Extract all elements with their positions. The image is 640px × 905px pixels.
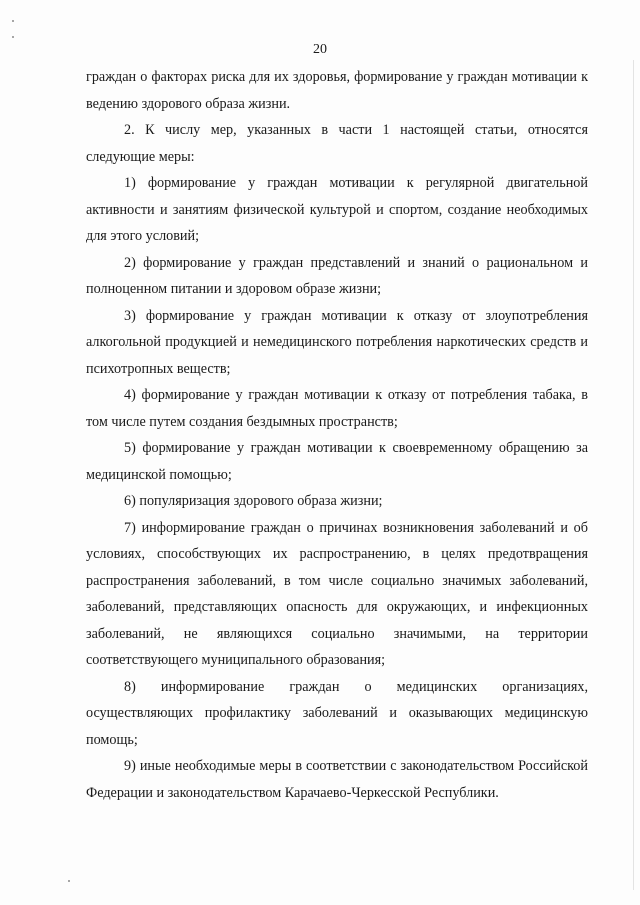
list-item-6: 6) популяризация здорового образа жизни; <box>124 493 383 509</box>
page-edge-shadow <box>633 60 634 890</box>
scan-speck <box>68 880 70 882</box>
list-item-9: 9) иные необходимые меры в соответствии с законодательством Российской Федерации и законодательством Карачаево-Черкесской Республики. <box>86 758 588 801</box>
list-item-8: 8) информирование граждан о медицинских организациях, осуществляющих профилактику заболеваний и оказывающих медицинскую помощь; <box>86 678 588 748</box>
list-item-4: 4) формирование у граждан мотивации к отказу от потребления табака, в том числе путем создания бездымных пространств; <box>86 387 588 430</box>
scan-speck <box>12 36 14 38</box>
paragraph-continuation: граждан о факторах риска для их здоровья, формирование у граждан мотивации к ведению здорового образа жизни. <box>86 69 588 112</box>
list-item-1: 1) формирование у граждан мотивации к регулярной двигательной активности и занятиям физической культурой и спортом, создание необходимых для этого условий; <box>86 175 588 244</box>
list-item-5: 5) формирование у граждан мотивации к своевременному обращению за медицинской помощью; <box>86 440 588 483</box>
scan-speck <box>12 20 14 22</box>
list-item-2: 2) формирование у граждан представлений и знаний о рациональном и полноценном питании и здоровом образе жизни; <box>86 254 588 297</box>
paragraph-clause-2: 2. К числу мер, указанных в части 1 настоящей статьи, относятся следующие меры: <box>86 122 588 165</box>
page-number: 20 <box>313 42 327 57</box>
document-body <box>86 64 588 806</box>
list-item-7: 7) информирование граждан о причинах возникновения заболеваний и об условиях, способствующих их распространению, в целях предотвращения распространения заболеваний, в том числе социально значимых заболеваний, заболеваний, представляющих опасность для окружающих, и инфекционных заболеваний, не являющихся социально значимыми, на территории соответствующего муниципального образования; <box>86 519 588 668</box>
list-item-3: 3) формирование у граждан мотивации к отказу от злоупотребления алкогольной продукцией и немедицинского потребления наркотических средств и психотропных веществ; <box>86 307 588 377</box>
